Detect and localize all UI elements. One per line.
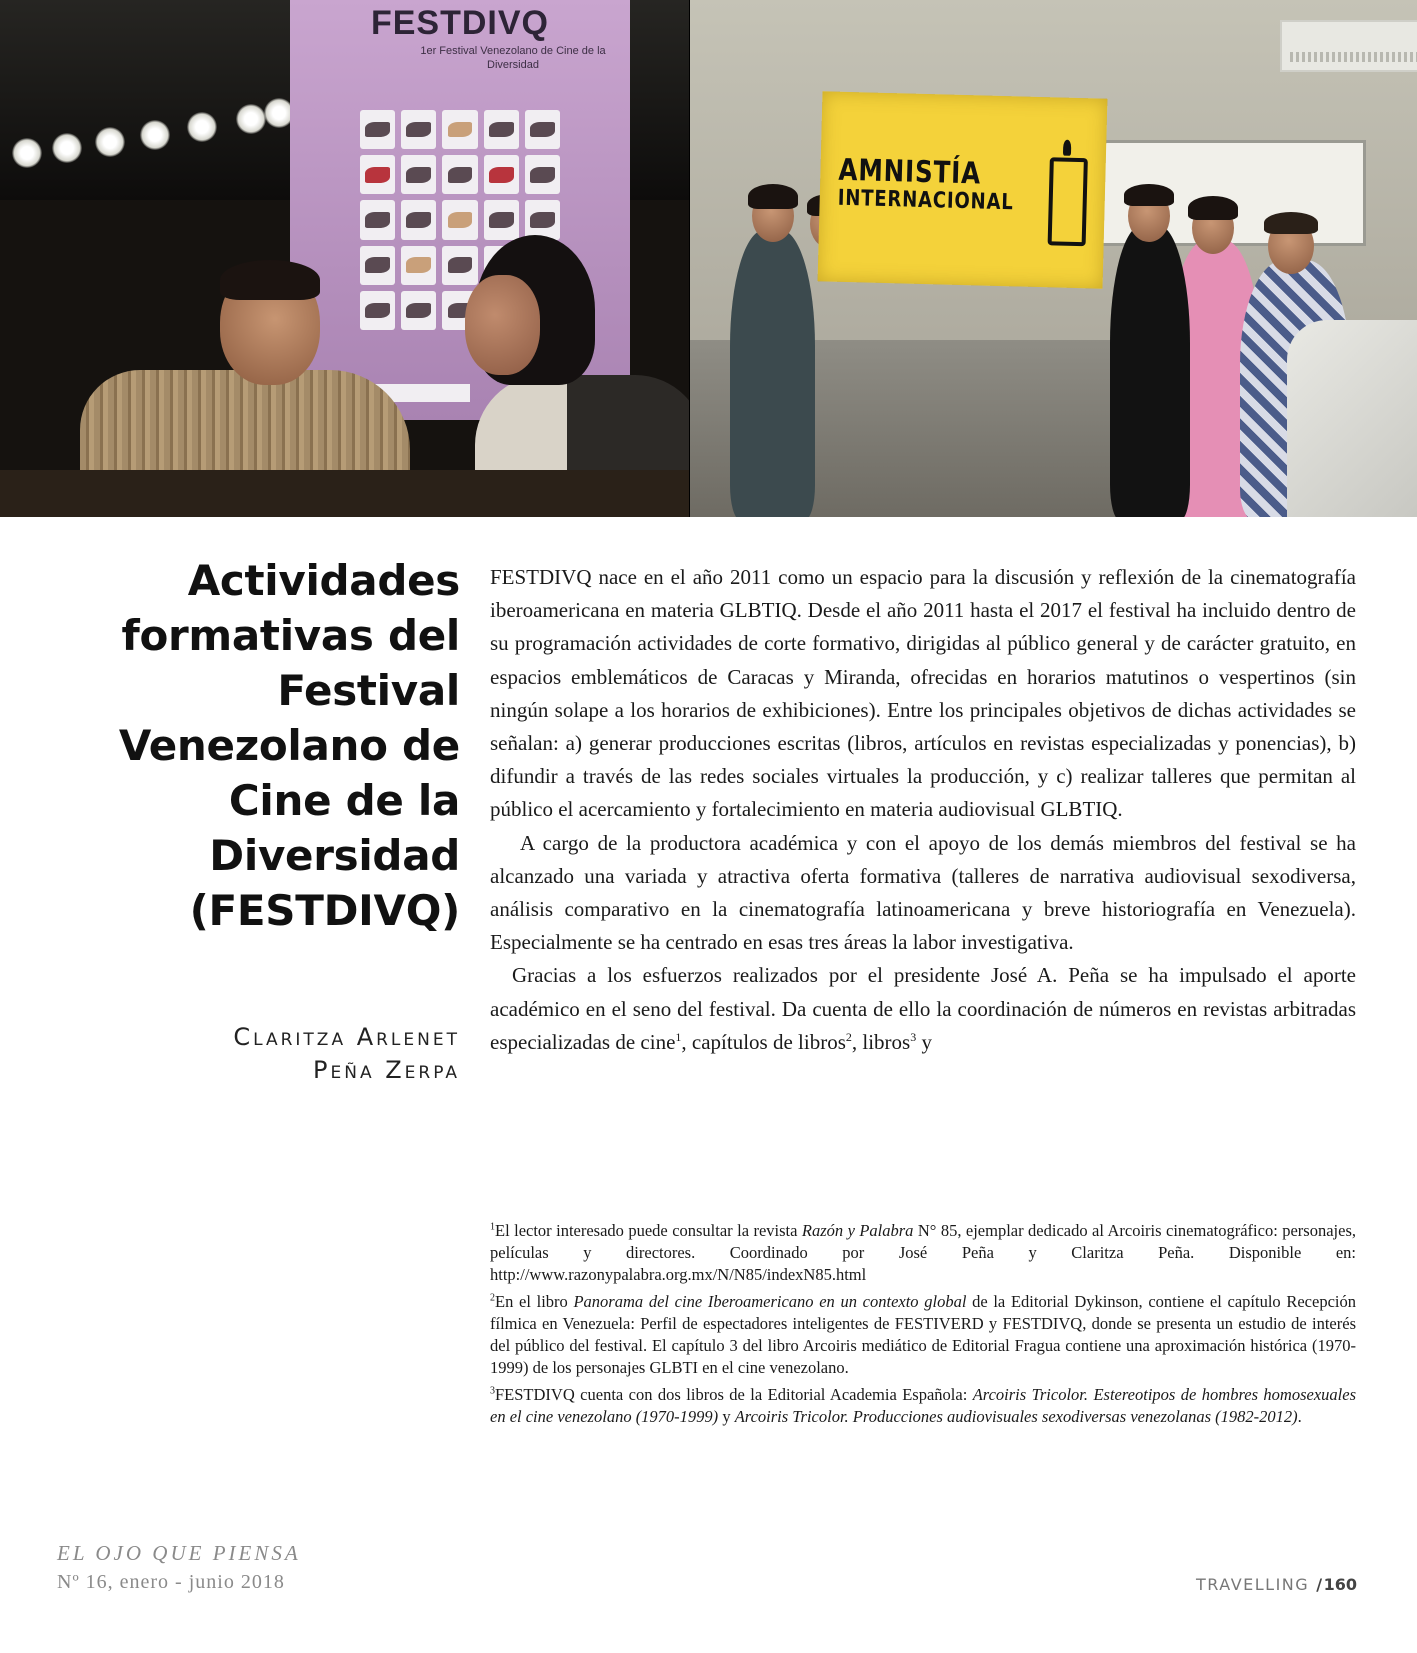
air-conditioner [1280,20,1417,72]
footnote-3: $^3$FESTDIVQ cuenta con dos libros de la Editorial Academia Española: Arcoiris Tricolor. Estereotipos de hombres homosexuales en el cine venezolano (1970-1999) y Arcoiris Tricolor. Producciones audiovisuales sexodiversas venezolanas (1982-2012). [490,1385,1356,1426]
section-name: TRAVELLING [1196,1575,1310,1594]
footnote-ref-2[interactable]: 2 [845,1029,852,1044]
footnote-ref-1[interactable]: 1 [675,1029,682,1044]
journal-name: EL OJO QUE PIENSA [57,1541,301,1565]
photo-festival-talk [0,0,689,517]
author-line-1: Claritza Arlenet [233,1023,460,1051]
photo-group-flag [690,0,1417,517]
footnote-1: $^1$El lector interesado puede consultar la revista Razón y Palabra N° 85, ejemplar dedicado al Arcoiris cinematográfico: personajes, películas y directores. Coordinado por José Peña y Claritza Peña. Disponible en: http://www.razonypalabra.org.mx/N/N85/indexN85.html [490,1221,1356,1284]
banner-subtitle: 1er Festival Venezolano de Cine de la Diversidad [420,45,606,72]
page-info: TRAVELLING /160 [1196,1575,1357,1594]
issue-info: Nº 16, enero - junio 2018 [57,1571,285,1593]
paragraph-3: Gracias a los esfuerzos realizados por el presidente José A. Peña se ha impulsado el aporte académico en el seno del festival. Da cuenta de ello la coordinación de números en revistas arbitradas especializadas de cine$^1$, capítulos de libros$^2$, libros$^3$ y [490,963,1356,1054]
header-photos [0,0,1417,517]
amnesty-flag [817,91,1107,288]
flag-text-line1: AMNISTÍA [837,152,981,192]
banner-title: FESTDIVQ [370,4,550,42]
footnote-2: $^2$En el libro Panorama del cine Iberoamericano en un contexto global de la Editorial Dykinson, contiene el capítulo Recepción fílmica en Venezuela: Perfil de espectadores inteligentes de FESTIVERD y FESTDIVQ, donde se presenta un estudio de interés del público del festival. El capítulo 3 del libro Arcoiris mediático de Editorial Fragua contiene una aproximación histórica (1970- 1999) de los personajes GLBTI en el cine venezolano. [490,1292,1356,1377]
footnotes [490,1220,1356,1433]
flag-text-line2: INTERNACIONAL [836,185,1014,216]
paragraph-2: A cargo de la productora académica y con el apoyo de los demás miembros del festival se ha alcanzado una variada y atractiva oferta formativa (talleres de narrativa audiovisual sexodiversa, análisis comparativo en la cinematografía latinoamericana y breve historiografía en Venezuela). Especialmente se ha centrado en esas tres áreas la labor investigativa. [490,830,1356,955]
paragraph-1: FESTDIVQ nace en el año 2011 como un espacio para la discusión y reflexión de la cinematografía iberoamericana en materia GLBTIQ. Desde el año 2011 hasta el 2017 el festival ha incluido dentro de su programación actividades de corte formativo, dirigidas al público general y de carácter gratuito, en espacios emblemáticos de Caracas y Miranda, ofrecidas en horarios matutinos o vespertinos (sin ningún solape a los horarios de exhibiciones). Entre los principales objetivos de dichas actividades se señalan: a) generar producciones escritas (libros, artículos en revistas especializadas y ponencias), b) difundir a través de las redes sociales virtuales la producción, y c) realizar talleres que permitan al público el acercamiento y fortalecimiento en materia audiovisual GLBTIQ. [490,565,1356,822]
page-number: 160 [1323,1575,1357,1594]
candle-logo-icon [1047,157,1087,246]
article-body [490,561,1356,1059]
chairs [1287,320,1417,517]
footnote-ref-3[interactable]: 3 [910,1029,917,1044]
author-name [100,1021,460,1087]
author-line-2: Peña Zerpa [313,1056,460,1084]
article-title: Actividades formativas del Festival Venezolano de Cine de la Diversidad (FESTDIVQ) [118,556,460,935]
